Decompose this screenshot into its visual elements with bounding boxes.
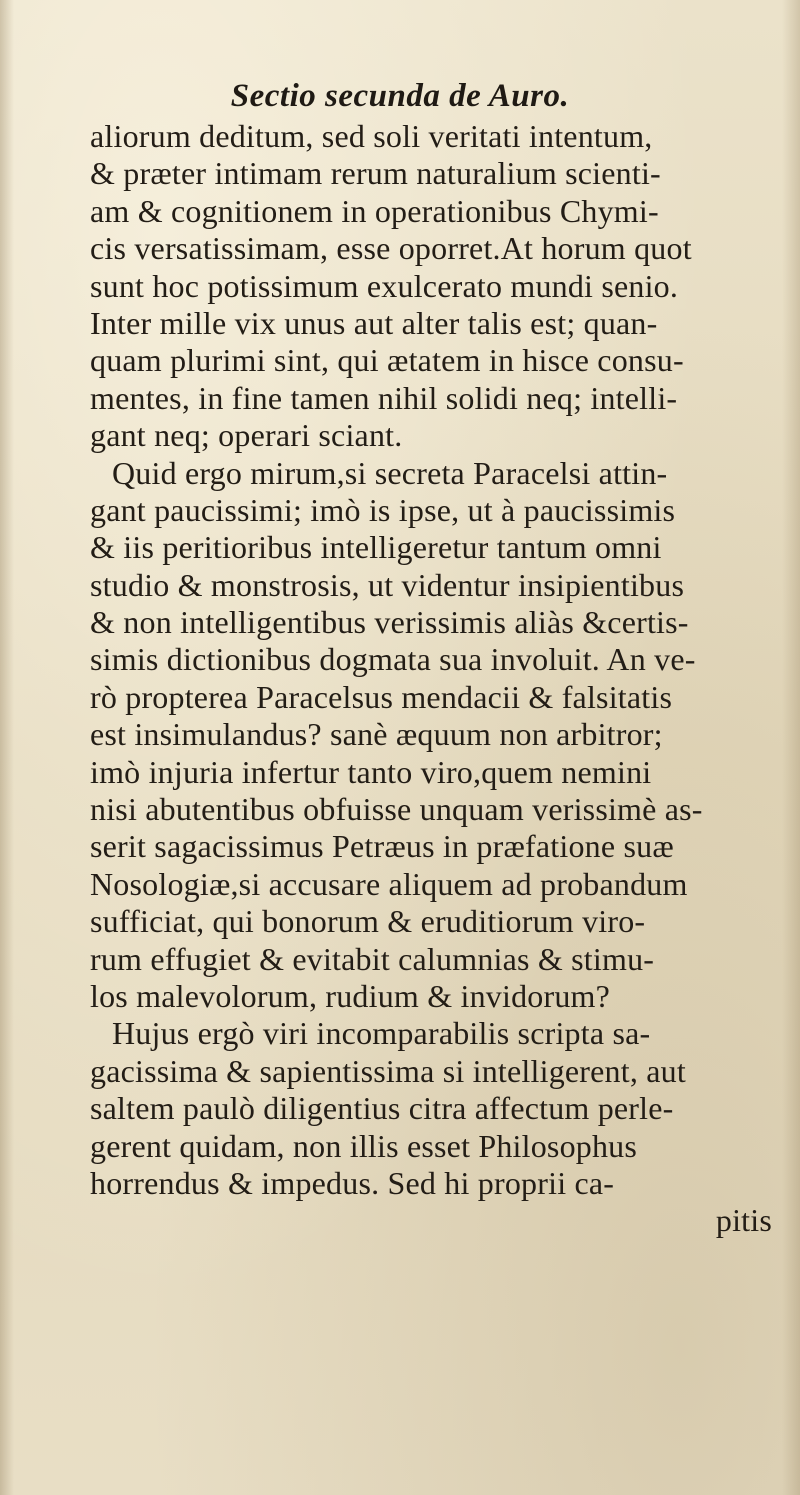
text-line: imò injuria infertur tanto viro,quem nemini xyxy=(90,753,652,790)
text-line: sufficiat, qui bonorum & eruditiorum viro- xyxy=(90,903,646,940)
text-line: studio & monstrosis, ut videntur insipientibus xyxy=(90,566,685,603)
text-line: aliorum deditum, sed soli veritati intentum, xyxy=(90,118,653,154)
text-line: am & cognitionem in operationibus Chymi- xyxy=(90,192,659,229)
text-line: quam plurimi sint, qui ætatem in hisce consu- xyxy=(90,342,684,379)
text-line: cis versatissimam, esse oporret.At horum quot xyxy=(90,230,692,267)
text-line: gant neq; operari sciant. xyxy=(90,417,403,454)
body-text xyxy=(90,118,780,1240)
text-line: gacissima & sapientissima si intelligerent, aut xyxy=(90,1052,686,1089)
text-line: & iis peritioribus intelligeretur tantum omni xyxy=(90,529,662,566)
page-edge-shadow-right xyxy=(782,0,800,1495)
text-line: est insimulandus? sanè æquum non arbitror; xyxy=(90,716,663,753)
text-line: los malevolorum, rudium & invidorum? xyxy=(90,977,611,1014)
text-line: horrendus & impedus. Sed hi proprii ca- xyxy=(90,1164,615,1201)
text-line: Inter mille vix unus aut alter talis est; quan- xyxy=(90,304,658,341)
text-line: gerent quidam, non illis esset Philosophus xyxy=(90,1127,638,1164)
text-line: nisi abutentibus obfuisse unquam verissimè as- xyxy=(90,791,703,828)
page-edge-shadow-left xyxy=(0,0,14,1495)
running-head: Sectio secunda de Auro. xyxy=(230,78,570,114)
text-line: saltem paulò diligentius citra affectum perle- xyxy=(90,1090,674,1127)
text-line: simis dictionibus dogmata sua involuit. An ve- xyxy=(90,641,696,678)
text-line: serit sagacissimus Petræus in præfatione suæ xyxy=(90,828,674,865)
text-line: Nosologiæ,si accusare aliquem ad probandum xyxy=(90,865,688,902)
text-line: Quid ergo mirum,si secreta Paracelsi attin- xyxy=(112,454,668,491)
text-line: Hujus ergò viri incomparabilis scripta sa- xyxy=(112,1015,651,1052)
text-line: mentes, in fine tamen nihil solidi neq; intelli- xyxy=(90,379,678,416)
text-line: & non intelligentibus verissimis aliàs &certis- xyxy=(90,604,689,641)
text-line: gant paucissimi; imò is ipse, ut à paucissimis xyxy=(90,491,676,528)
text-line: rò propterea Paracelsus mendacii & falsitatis xyxy=(90,678,673,715)
text-line: & præter intimam rerum naturalium scienti- xyxy=(90,155,661,192)
text-line: sunt hoc potissimum exulcerato mundi senio. xyxy=(90,267,679,304)
catchword: pitis xyxy=(715,1202,772,1239)
text-line: rum effugiet & evitabit calumnias & stimu- xyxy=(90,940,655,977)
